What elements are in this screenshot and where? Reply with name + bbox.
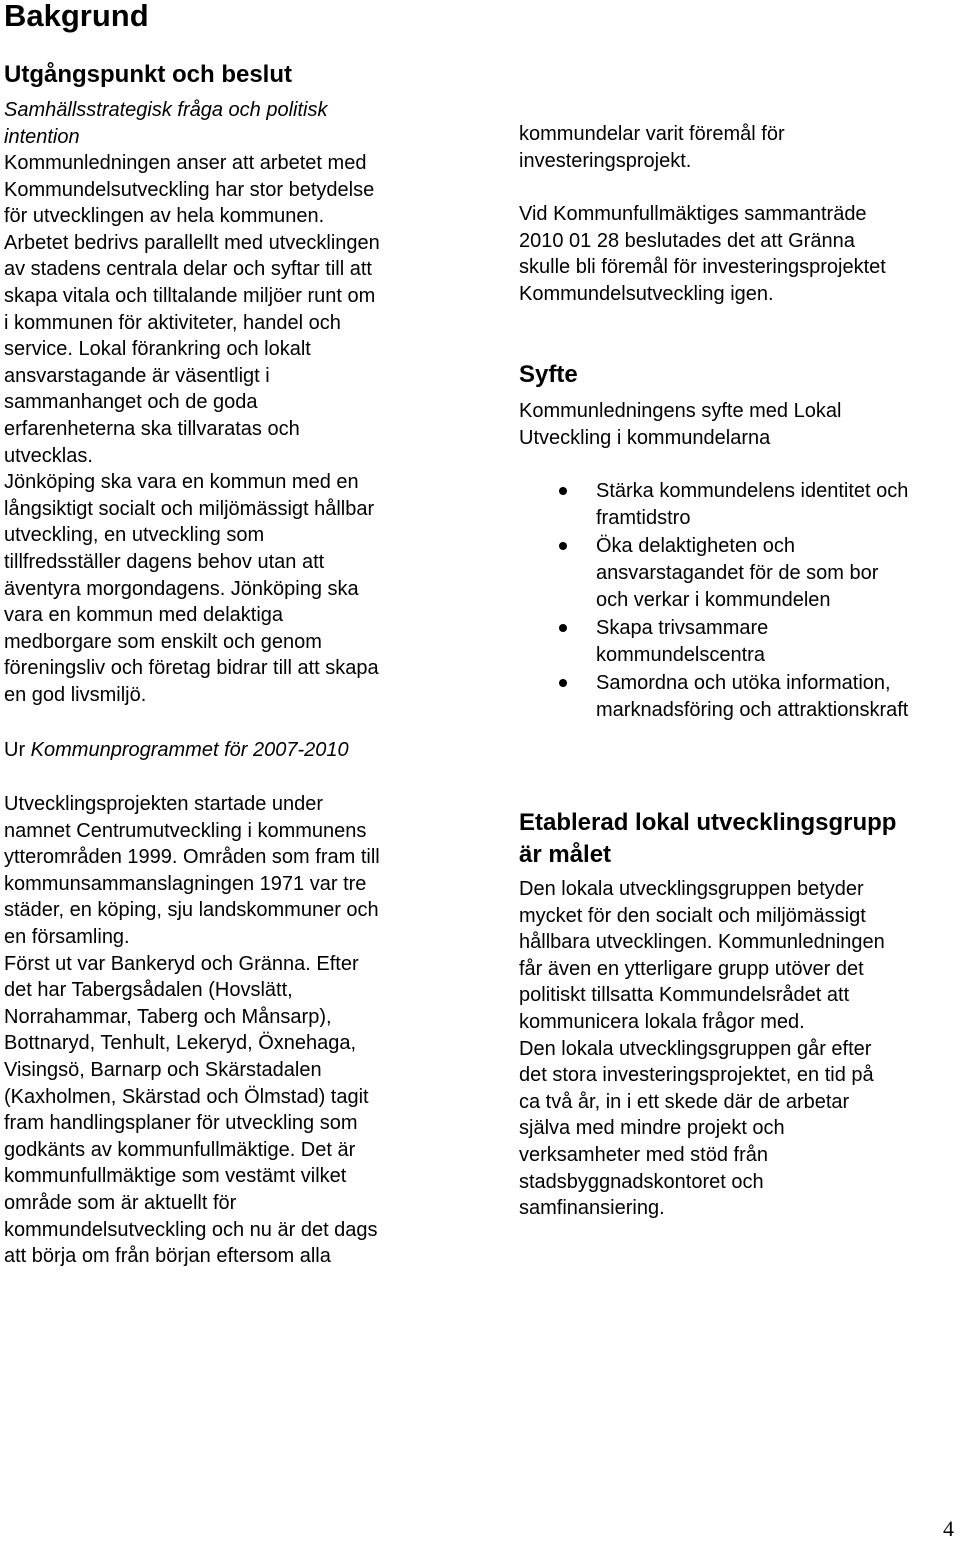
source-citation: [4, 737, 444, 764]
subtitle-samhallsstrategisk: Samhällsstrategisk fråga och politisk intention: [4, 99, 328, 148]
source-prefix: Ur: [4, 739, 31, 761]
list-item-text: Samordna och utöka information, marknadsföring och attraktionskraft: [596, 672, 909, 721]
bullet-icon: [559, 624, 567, 632]
source-title: Kommunprogrammet för 2007-2010: [30, 739, 349, 761]
paragraph-kommunledningen: Kommunledningen anser att arbetet med Kommundelsutveckling har stor betydelse för utvecklingen av hela kommunen. Arbetet bedrivs parallellt med utvecklingen av stadens centrala delar och syftar till att skapa vitala och tilltalande miljöer runt om i kommunen för aktiviteter, handel och service. Lokal förankring och lokalt ansvarstagande är väsentligt i sammanhanget och de goda erfarenheterna ska tillvaratas och utvecklas. Jönköping ska vara en kommun med en långsiktigt socialt och miljömässigt hållbar utveckling, en utveckling som tillfredsställer dagens behov utan att äventyra morgondagens. Jönköping ska vara en kommun med delaktiga medborgare som enskilt och genom föreningsliv och företag bidrar till att skapa en god livsmiljö.: [4, 152, 380, 706]
bullet-icon: [559, 487, 567, 495]
list-item-text: Stärka kommundelens identitet och framtidstro: [596, 480, 909, 529]
page-number: 4: [943, 1516, 954, 1541]
list-item: [519, 478, 960, 532]
list-item: [519, 615, 960, 669]
paragraph-lokala-utvecklingsgruppen: Den lokala utvecklingsgruppen betyder mycket för den socialt och miljömässigt hållbara utvecklingen. Kommunledningen får även en ytterligare grupp utöver det politiskt tillsatta Kommundelsrådet att kommunicera lokala frågor med. Den lokala utvecklingsgruppen går efter det stora investeringsprojektet, en tid på ca två år, in i ett skede där de arbetar själva med mindre projekt och verksamheter med stöd från stadsbyggnadskontoret och samfinansiering.: [519, 878, 885, 1220]
page-title: Bakgrund: [4, 0, 149, 33]
heading-etablerad: Etablerad lokal utvecklingsgrupp är målet: [519, 809, 897, 868]
paragraph-kommundelar: kommundelar varit föremål för investeringsprojekt.: [519, 123, 785, 172]
bullet-icon: [559, 679, 567, 687]
paragraph-utvecklingsprojekten: Utvecklingsprojekten startade under namnet Centrumutveckling i kommunens ytterområden 1999. Områden som fram till kommunsammanslagningen 1971 var tre städer, en köping, sju landskommuner och en församling. Först ut var Bankeryd och Gränna. Efter det har Tabergsådalen (Hovslätt, Norrahammar, Taberg och Månsarp), Bottnaryd, Tenhult, Lekeryd, Öxnehaga, Visingsö, Barnarp och Skärstadalen (Kaxholmen, Skärstad och Ölmstad) tagit fram handlingsplaner för utveckling som godkänts av kommunfullmäktige. Det är kommunfullmäktige som vestämt vilket område som är aktuellt för kommundelsutveckling och nu är det dags att börja om från början eftersom alla: [4, 793, 380, 1268]
bullet-icon: [559, 542, 567, 550]
list-item-text: Öka delaktigheten och ansvarstagandet för de som bor och verkar i kommundelen: [596, 535, 879, 611]
list-item: [519, 533, 960, 614]
paragraph-syfte: Kommunledningens syfte med Lokal Utveckling i kommundelarna: [519, 400, 842, 449]
paragraph-kommunfullmaktige: Vid Kommunfullmäktiges sammanträde 2010 01 28 beslutades det att Gränna skulle bli föremål för investeringsprojektet Kommundelsutveckling igen.: [519, 203, 886, 305]
purpose-list: [519, 478, 960, 725]
heading-syfte: Syfte: [519, 361, 578, 388]
list-item-text: Skapa trivsammare kommundelscentra: [596, 617, 769, 666]
list-item: [519, 670, 960, 724]
heading-utgangspunkt: Utgångspunkt och beslut: [4, 61, 292, 88]
